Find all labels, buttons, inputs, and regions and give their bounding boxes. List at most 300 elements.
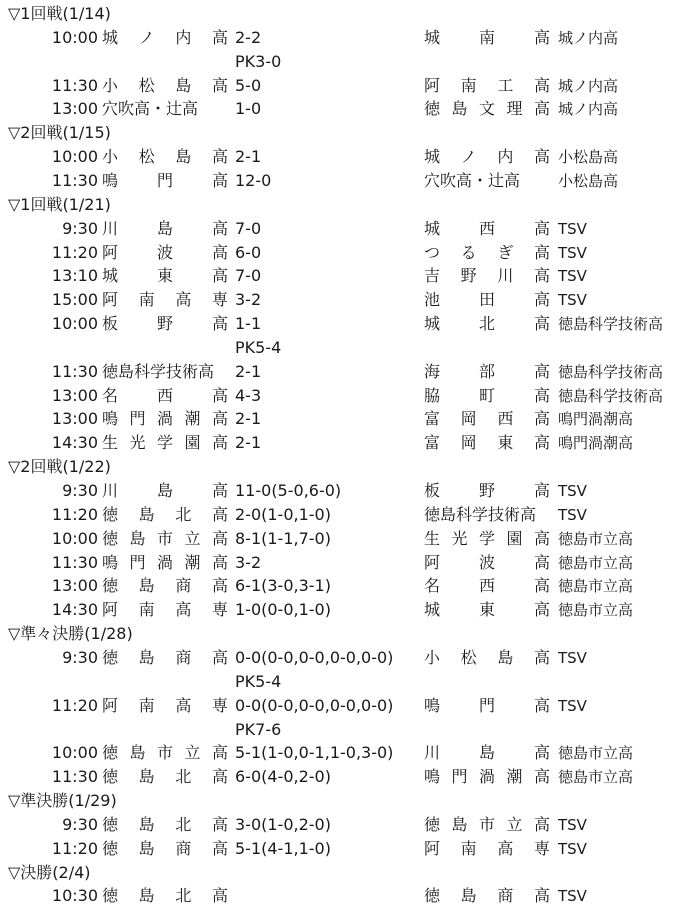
match-score: 1-1	[235, 314, 262, 334]
team-char: 高	[533, 767, 550, 787]
team-char: 潮	[184, 409, 201, 429]
team-char: 高	[497, 838, 514, 858]
away-team	[424, 765, 550, 789]
team-char: 城	[102, 266, 119, 286]
team-char: 学	[478, 528, 495, 548]
home-team	[102, 264, 228, 288]
team-char: 高	[533, 695, 550, 715]
team-char: 商	[497, 886, 514, 906]
team-char: 波	[156, 242, 173, 262]
round-header-row	[0, 622, 680, 646]
home-team	[102, 551, 228, 575]
match-row	[0, 217, 680, 241]
team-char: 北	[175, 767, 192, 787]
team-char: ぎ	[497, 242, 514, 262]
team-char: 川	[102, 481, 119, 500]
team-char: 南	[138, 290, 155, 310]
team-char: 専	[211, 290, 228, 310]
team-char: 徳	[102, 767, 119, 787]
team-text: 穴吹高・辻高	[424, 170, 521, 190]
team-char: 高	[533, 743, 550, 763]
match-time: 11:30	[51, 552, 98, 572]
away-team	[424, 646, 550, 670]
home-team	[102, 407, 228, 431]
home-team	[102, 241, 228, 265]
team-char: 高	[211, 433, 228, 453]
team-char: 潮	[506, 767, 523, 787]
match-venue: TSV	[558, 482, 587, 500]
pk-row	[0, 50, 680, 74]
round-label: ▽2回戦(1/15)	[8, 123, 111, 143]
team-char: 松	[138, 75, 155, 95]
home-team	[102, 145, 228, 169]
team-char: 部	[478, 361, 495, 381]
away-team	[424, 217, 550, 241]
team-char: 商	[175, 647, 192, 667]
team-char: 内	[175, 27, 192, 47]
home-team	[102, 169, 228, 193]
team-char: 鳴	[102, 170, 119, 190]
away-team	[424, 384, 550, 408]
away-team	[424, 574, 550, 598]
away-team	[424, 694, 550, 718]
away-team	[424, 884, 550, 908]
home-team	[102, 217, 228, 241]
match-venue: 徳島市立高	[558, 768, 634, 787]
match-row	[0, 407, 680, 431]
team-char: 高	[533, 409, 550, 429]
team-char: 野	[460, 266, 477, 286]
team-char: 阿	[102, 242, 119, 262]
team-char: 富	[424, 433, 441, 453]
home-team	[102, 384, 228, 408]
team-char: 高	[533, 886, 550, 906]
away-team	[424, 527, 550, 551]
team-char: 島	[478, 743, 495, 763]
match-venue: TSV	[558, 839, 587, 858]
team-char: 市	[156, 743, 173, 763]
match-row	[0, 264, 680, 288]
team-char: 川	[424, 743, 441, 763]
team-char: 西	[478, 576, 495, 596]
match-score: 2-1	[235, 147, 262, 167]
match-venue: 徳島市立高	[558, 553, 634, 572]
team-char: 専	[211, 695, 228, 715]
match-time: 10:00	[51, 147, 98, 167]
team-char: 南	[138, 695, 155, 715]
team-char: ノ	[138, 27, 155, 47]
team-char: 岡	[460, 433, 477, 453]
team-char: 商	[175, 576, 192, 596]
team-char: 島	[129, 743, 146, 763]
team-char: 理	[506, 99, 523, 119]
team-char: 高	[175, 695, 192, 715]
match-venue: 城ノ内高	[558, 100, 619, 119]
team-char: 島	[138, 886, 155, 906]
team-char: 高	[211, 481, 228, 500]
home-team	[102, 74, 228, 98]
team-char: 川	[497, 266, 514, 286]
team-char: 門	[451, 767, 468, 787]
team-char: 高	[533, 27, 550, 47]
match-venue: 徳島市立高	[558, 744, 634, 763]
team-char: 立	[506, 814, 523, 834]
match-row	[0, 551, 680, 575]
away-team	[424, 741, 550, 765]
away-team	[424, 264, 550, 288]
team-char: 光	[451, 528, 468, 548]
round-header-row	[0, 193, 680, 217]
match-venue: 城ノ内高	[558, 76, 619, 95]
team-char: 高	[533, 147, 550, 167]
pk-row	[0, 336, 680, 360]
match-row	[0, 646, 680, 670]
away-team	[424, 312, 550, 336]
home-team	[102, 97, 228, 121]
home-team	[102, 431, 228, 455]
match-venue: TSV	[558, 648, 587, 667]
away-team	[424, 598, 550, 622]
team-char: 島	[451, 99, 468, 119]
team-char: 文	[478, 99, 495, 119]
team-char: 島	[138, 767, 155, 787]
match-venue: TSV	[558, 887, 587, 906]
team-char: 高	[211, 385, 228, 405]
team-char: 徳	[102, 576, 119, 596]
team-char: 専	[533, 838, 550, 858]
away-team	[424, 431, 550, 455]
match-score: 6-0	[235, 242, 262, 262]
match-time: 13:00	[51, 576, 98, 596]
match-score: 11-0(5-0,6-0)	[235, 481, 342, 500]
team-char: 徳	[424, 886, 441, 906]
team-char: 高	[211, 27, 228, 47]
team-char: 城	[102, 27, 119, 47]
team-char: 小	[424, 647, 441, 667]
away-team	[424, 813, 550, 837]
match-venue: 城ノ内高	[558, 28, 619, 47]
team-char: 島	[451, 814, 468, 834]
away-team	[424, 837, 550, 861]
home-team	[102, 479, 228, 503]
team-char: 光	[129, 433, 146, 453]
team-char: 高	[211, 75, 228, 95]
team-char: 野	[156, 314, 173, 334]
team-text: 徳島科学技術高	[424, 504, 537, 524]
match-time: 10:00	[51, 27, 98, 47]
team-char: 門	[478, 695, 495, 715]
away-team	[424, 74, 550, 98]
team-char: る	[460, 242, 477, 262]
team-char: 島	[460, 886, 477, 906]
match-venue: 徳島市立高	[558, 529, 634, 548]
team-char: 阿	[424, 838, 441, 858]
match-time: 10:30	[51, 886, 98, 906]
match-row	[0, 574, 680, 598]
match-venue: 徳島科学技術高	[558, 386, 664, 405]
away-team	[424, 479, 550, 503]
team-char: 島	[129, 528, 146, 548]
match-time: 11:30	[51, 767, 98, 787]
team-char: 北	[175, 504, 192, 524]
away-team	[424, 551, 550, 575]
match-time: 11:30	[51, 75, 98, 95]
team-char: つ	[424, 242, 441, 262]
team-char: 池	[424, 290, 441, 310]
match-venue: 鳴門渦潮高	[558, 434, 634, 453]
match-venue: TSV	[558, 696, 587, 715]
team-char: 潮	[184, 552, 201, 572]
team-char: 園	[184, 433, 201, 453]
away-team	[424, 288, 550, 312]
team-char: 高	[211, 886, 228, 906]
team-char: 渦	[156, 409, 173, 429]
team-char: 板	[102, 314, 119, 334]
team-char: 高	[533, 433, 550, 453]
match-score: 3-0(1-0,2-0)	[235, 814, 331, 834]
match-score: 6-1(3-0,3-1)	[235, 576, 331, 596]
penalty-kick-result: PK3-0	[235, 51, 282, 71]
match-score: 0-0(0-0,0-0,0-0,0-0)	[235, 695, 394, 715]
team-char: 高	[533, 99, 550, 119]
match-row	[0, 503, 680, 527]
team-char: 鳴	[102, 552, 119, 572]
team-char: 南	[460, 838, 477, 858]
match-score: 1-0	[235, 99, 262, 119]
team-char: 小	[102, 75, 119, 95]
team-char: 島	[175, 75, 192, 95]
team-char: 高	[211, 647, 228, 667]
round-header-row	[0, 2, 680, 26]
match-venue: 徳島科学技術高	[558, 362, 664, 381]
match-time: 9:30	[62, 218, 98, 238]
team-char: 工	[497, 75, 514, 95]
team-char: 阿	[102, 290, 119, 310]
away-team	[424, 169, 550, 193]
match-time: 14:30	[51, 433, 98, 453]
team-char: 門	[129, 409, 146, 429]
team-char: 徳	[102, 504, 119, 524]
team-char: 城	[424, 218, 441, 238]
pk-row	[0, 670, 680, 694]
round-header-row	[0, 455, 680, 479]
team-char: 島	[138, 838, 155, 858]
match-row	[0, 598, 680, 622]
team-text: 徳島科学技術高	[102, 361, 215, 381]
match-row	[0, 384, 680, 408]
team-char: 学	[156, 433, 173, 453]
match-score: 2-1	[235, 361, 262, 381]
match-venue: TSV	[558, 219, 587, 238]
match-score: 5-0	[235, 75, 262, 95]
match-time: 11:20	[51, 695, 98, 715]
team-char: 島	[497, 647, 514, 667]
team-char: 城	[424, 314, 441, 334]
match-score: 7-0	[235, 218, 262, 238]
team-char: 高	[211, 266, 228, 286]
team-char: 海	[424, 361, 441, 381]
match-row	[0, 312, 680, 336]
team-char: 小	[102, 147, 119, 167]
match-time: 11:20	[51, 242, 98, 262]
team-char: 松	[138, 147, 155, 167]
team-char: 高	[211, 409, 228, 429]
team-char: 東	[156, 266, 173, 286]
team-char: 阿	[102, 600, 119, 620]
match-row	[0, 813, 680, 837]
match-time: 13:00	[51, 385, 98, 405]
team-char: 高	[533, 385, 550, 405]
home-team	[102, 884, 228, 908]
team-char: 渦	[156, 552, 173, 572]
match-score: 2-1	[235, 409, 262, 429]
round-label: ▽準決勝(1/29)	[8, 791, 117, 811]
round-label: ▽2回戦(1/22)	[8, 457, 111, 477]
match-score: 5-1(4-1,1-0)	[235, 838, 331, 858]
match-score: 5-1(1-0,0-1,1-0,3-0)	[235, 743, 394, 763]
team-char: 渦	[478, 767, 495, 787]
match-time: 11:30	[51, 170, 98, 190]
match-venue: TSV	[558, 505, 587, 524]
team-char: ノ	[460, 147, 477, 167]
team-char: 高	[211, 743, 228, 763]
match-score: 7-0	[235, 266, 262, 286]
home-team	[102, 765, 228, 789]
home-team	[102, 694, 228, 718]
home-team	[102, 360, 228, 384]
team-char: 島	[138, 576, 155, 596]
team-char: 城	[424, 600, 441, 620]
match-score: 3-2	[235, 552, 262, 572]
team-char: 門	[129, 552, 146, 572]
match-score: 12-0	[235, 170, 272, 190]
match-row	[0, 527, 680, 551]
penalty-kick-result: PK5-4	[235, 337, 282, 357]
team-char: 東	[478, 600, 495, 620]
match-score: 1-0(0-0,1-0)	[235, 600, 331, 620]
team-char: 波	[478, 552, 495, 572]
team-char: 南	[138, 600, 155, 620]
team-char: 富	[424, 409, 441, 429]
team-char: 鳴	[424, 767, 441, 787]
match-row	[0, 884, 680, 908]
match-venue: 鳴門渦潮高	[558, 410, 634, 429]
match-time: 14:30	[51, 600, 98, 620]
team-char: 徳	[102, 743, 119, 763]
team-char: 高	[211, 147, 228, 167]
round-header-row	[0, 861, 680, 885]
team-char: 高	[211, 576, 228, 596]
team-char: 鳴	[424, 695, 441, 715]
match-row	[0, 241, 680, 265]
match-venue: 徳島市立高	[558, 601, 634, 620]
match-time: 10:00	[51, 528, 98, 548]
home-team	[102, 813, 228, 837]
team-char: 野	[478, 481, 495, 500]
away-team	[424, 407, 550, 431]
match-row	[0, 360, 680, 384]
team-char: 高	[211, 314, 228, 334]
match-time: 13:10	[51, 266, 98, 286]
team-char: 商	[175, 838, 192, 858]
team-char: 内	[497, 147, 514, 167]
match-time: 11:20	[51, 504, 98, 524]
team-char: 徳	[102, 528, 119, 548]
match-row	[0, 169, 680, 193]
team-char: 町	[478, 385, 495, 405]
team-char: 田	[478, 290, 495, 310]
match-venue: 小松島高	[558, 148, 619, 167]
match-score: 6-0(4-0,2-0)	[235, 767, 331, 787]
match-score: 2-1	[235, 433, 262, 453]
team-char: 城	[424, 27, 441, 47]
match-row	[0, 97, 680, 121]
team-char: 高	[211, 528, 228, 548]
team-char: 島	[156, 218, 173, 238]
team-char: 市	[156, 528, 173, 548]
team-char: 北	[175, 814, 192, 834]
penalty-kick-result: PK7-6	[235, 719, 282, 739]
match-row	[0, 741, 680, 765]
team-char: 島	[156, 481, 173, 500]
team-char: 高	[533, 290, 550, 310]
team-char: 島	[138, 504, 155, 524]
match-row	[0, 26, 680, 50]
home-team	[102, 741, 228, 765]
team-char: 岡	[460, 409, 477, 429]
team-char: 徳	[102, 886, 119, 906]
team-char: 高	[533, 814, 550, 834]
team-char: 高	[533, 266, 550, 286]
team-char: 生	[102, 433, 119, 453]
team-char: 門	[156, 170, 173, 190]
match-time: 9:30	[62, 814, 98, 834]
team-char: 高	[211, 504, 228, 524]
match-row	[0, 479, 680, 503]
team-char: 阿	[424, 552, 441, 572]
team-char: 高	[211, 552, 228, 572]
away-team	[424, 503, 550, 527]
team-char: 高	[211, 218, 228, 238]
team-char: 高	[533, 600, 550, 620]
team-char: 島	[175, 147, 192, 167]
team-char: 高	[533, 75, 550, 95]
match-row	[0, 837, 680, 861]
team-char: 市	[478, 814, 495, 834]
team-char: 北	[175, 886, 192, 906]
round-header-row	[0, 789, 680, 813]
team-char: 脇	[424, 385, 441, 405]
team-char: 徳	[102, 814, 119, 834]
team-char: 川	[102, 218, 119, 238]
match-score: 4-3	[235, 385, 262, 405]
team-char: 徳	[102, 838, 119, 858]
match-score: 2-0(1-0,1-0)	[235, 504, 331, 524]
match-venue: TSV	[558, 267, 587, 286]
home-team	[102, 288, 228, 312]
home-team	[102, 574, 228, 598]
match-time: 10:00	[51, 743, 98, 763]
team-char: 立	[184, 743, 201, 763]
team-char: 高	[533, 481, 550, 500]
away-team	[424, 145, 550, 169]
team-char: 園	[506, 528, 523, 548]
match-score: 3-2	[235, 290, 262, 310]
team-char: 高	[533, 552, 550, 572]
match-time: 11:30	[51, 361, 98, 381]
match-score: 0-0(0-0,0-0,0-0,0-0)	[235, 647, 394, 667]
away-team	[424, 26, 550, 50]
